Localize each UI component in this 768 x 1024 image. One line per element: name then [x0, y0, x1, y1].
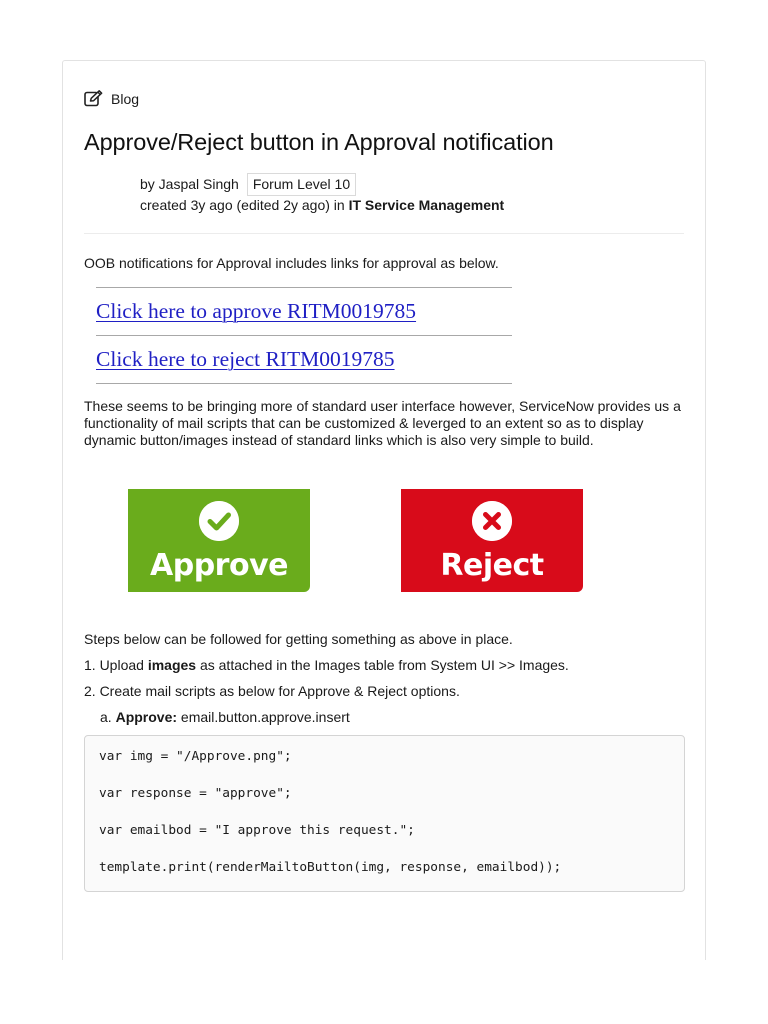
check-circle-icon	[199, 501, 239, 541]
category-label: Blog	[111, 90, 140, 107]
approve-image-label: Approve	[150, 547, 288, 583]
step-2: 2. Create mail scripts as below for Approve & Reject options.	[84, 683, 460, 699]
reject-image-label: Reject	[440, 547, 544, 583]
step-1-bold: images	[147, 657, 197, 673]
created-info: created 3y ago (edited 2y ago) in	[140, 197, 349, 213]
rank-badge: Forum Level 10	[247, 173, 356, 196]
header-divider	[84, 233, 684, 234]
code-line: template.print(renderMailtoButton(img, response, emailbod));	[99, 860, 562, 875]
step-a-suffix: email.button.approve.insert	[177, 709, 350, 725]
x-circle-icon	[472, 501, 512, 541]
code-line: var emailbod = "I approve this request.";	[99, 823, 415, 838]
code-line: var img = "/Approve.png";	[99, 749, 292, 764]
explain-paragraph: These seems to be bringing more of standard user interface however, ServiceNow provides us a functionality of mail scripts that can be customized & leverged to an extent so as to display dynamic button/images instead of standard links which is also very simple to build.	[84, 398, 681, 448]
intro-paragraph: OOB notifications for Approval includes links for approval as below.	[84, 255, 499, 271]
code-block[interactable]	[84, 735, 685, 892]
category-tag[interactable]	[84, 90, 139, 107]
step-a-bold: Approve:	[115, 709, 178, 725]
edit-icon	[84, 90, 103, 107]
oob-links-image	[96, 287, 512, 384]
author-name[interactable]: by Jaspal Singh	[140, 176, 239, 192]
reject-link[interactable]: Click here to reject RITM0019785	[96, 347, 395, 371]
code-line: var response = "approve";	[99, 786, 292, 801]
step-1-prefix: 1. Upload	[84, 657, 148, 673]
board-link[interactable]: IT Service Management	[348, 197, 505, 213]
step-a	[100, 708, 350, 726]
steps-intro: Steps below can be followed for getting something as above in place.	[84, 631, 513, 647]
post-title: Approve/Reject button in Approval notification	[84, 129, 554, 155]
reject-button-image	[401, 489, 583, 592]
divider-line	[96, 383, 512, 384]
step-1	[84, 656, 569, 674]
step-a-prefix: a.	[100, 709, 116, 725]
approve-button-image	[128, 489, 310, 592]
approve-link[interactable]: Click here to approve RITM0019785	[96, 299, 417, 323]
step-1-suffix: as attached in the Images table from System UI >> Images.	[196, 657, 569, 673]
post-meta	[140, 172, 504, 214]
blog-post-card	[62, 60, 706, 960]
